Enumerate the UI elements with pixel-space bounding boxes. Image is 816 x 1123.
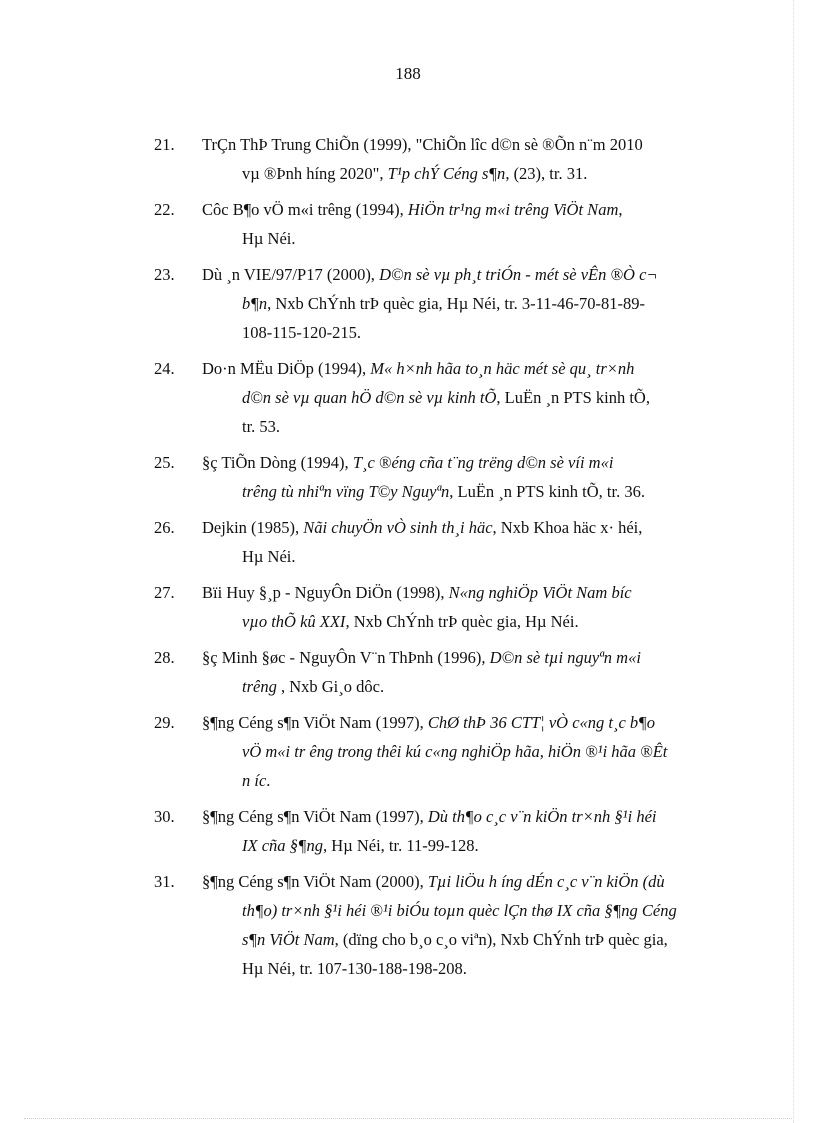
reference-text: , (23), tr. 31. (505, 164, 588, 183)
reference-number: 27. (154, 583, 175, 602)
reference-line (202, 412, 738, 441)
reference-line (202, 318, 738, 347)
reference-title-text: IX cña §¶ng (242, 836, 324, 855)
reference-item (154, 260, 738, 347)
reference-line (202, 607, 738, 636)
reference-title-text: T¸c ®éng cña t¨ng trëng d©n sè víi m«i (352, 453, 614, 472)
reference-line (202, 766, 738, 795)
reference-line (202, 477, 738, 506)
reference-line (202, 383, 738, 412)
reference-line (202, 542, 738, 571)
reference-item (154, 643, 738, 701)
reference-text: . (266, 771, 271, 790)
reference-title-text: T¹p chÝ Céng s¶n (387, 164, 506, 183)
reference-line (202, 448, 738, 477)
reference-text: , Nxb Khoa häc x· héi, (492, 518, 643, 537)
reference-text: §ç TiÕn Dòng (1994), (202, 453, 353, 472)
reference-text: , (dïng cho b¸o c¸o viªn), Nxb ChÝnh trÞ quèc gia, (334, 930, 668, 949)
reference-title-text: HiÖn tr¹ng m«i trêng ViÖt Nam (407, 200, 619, 219)
reference-text: §¶ng Céng s¶n ViÖt Nam (1997), (202, 807, 428, 826)
reference-text: vµ ®Þnh híng 2020", (242, 164, 388, 183)
reference-number: 24. (154, 359, 175, 378)
reference-title-text: N«ng nghiÖp ViÖt Nam bíc (448, 583, 632, 602)
reference-number: 31. (154, 872, 175, 891)
reference-item (154, 448, 738, 506)
reference-title-text: ChØ thÞ 36 CTT¦ vÒ c«ng t¸c b¶o (427, 713, 656, 732)
reference-title-text: s¶n ViÖt Nam (242, 930, 335, 949)
reference-title-text: trêng (242, 677, 281, 696)
reference-title-text: , D©n sè tµi nguyªn m«i (481, 648, 641, 667)
reference-title-text: Tµi liÖu h íng dÉn c¸c v¨n kiÖn (dù (427, 872, 665, 891)
reference-text: Do·n MËu DiÖp (1994), (202, 359, 371, 378)
reference-line (202, 925, 738, 954)
reference-title-text: vÖ m«i tr êng trong thêi kú c«ng nghiÖp hãa, hiÖn ®¹i hãa ®Êt (242, 742, 668, 761)
reference-title-text: Dù th¶o c¸c v¨n kiÖn tr×nh §¹i héi (427, 807, 657, 826)
reference-text: §¶ng Céng s¶n ViÖt Nam (2000), (202, 872, 428, 891)
reference-line (202, 831, 738, 860)
reference-line (202, 896, 738, 925)
reference-title-text: b¶n (242, 294, 268, 313)
reference-number: 28. (154, 648, 175, 667)
reference-line (202, 354, 738, 383)
reference-item (154, 578, 738, 636)
reference-line (202, 130, 738, 159)
page-margin-rule (793, 0, 794, 1123)
reference-text: Hµ Néi, tr. 107-130-188-198-208. (242, 959, 467, 978)
reference-line (202, 159, 738, 188)
reference-text: TrÇn ThÞ Trung ChiÕn (1999), "ChiÕn lîc d©n sè ®Õn n¨m 2010 (202, 135, 643, 154)
reference-text: , (618, 200, 623, 219)
reference-text: , Nxb ChÝnh trÞ quèc gia, Hµ Néi. (345, 612, 579, 631)
reference-title-text: D©n sè vµ ph¸t triÓn - mét sè vÊn ®Ò c¬ (379, 265, 658, 284)
reference-number: 26. (154, 518, 175, 537)
reference-line (202, 578, 738, 607)
reference-text: Hµ Néi. (242, 547, 296, 566)
reference-line (202, 195, 738, 224)
reference-text: §ç Minh §øc - NguyÔn V¨n ThÞnh (1996) (202, 648, 482, 667)
reference-number: 30. (154, 807, 175, 826)
reference-line (202, 224, 738, 253)
reference-title-text: M« h×nh hãa to¸n häc mét sè qu¸ tr×nh (370, 359, 635, 378)
reference-line (202, 672, 738, 701)
reference-title-text: trêng tù nhiªn vïng T©y Nguyªn (242, 482, 450, 501)
reference-line (202, 737, 738, 766)
reference-number: 23. (154, 265, 175, 284)
reference-item (154, 195, 738, 253)
reference-line (202, 954, 738, 983)
reference-item (154, 130, 738, 188)
page-number: 188 (395, 64, 421, 83)
reference-item (154, 867, 738, 983)
reference-number: 29. (154, 713, 175, 732)
reference-text: Hµ Néi. (242, 229, 296, 248)
reference-text: , LuËn ¸n PTS kinh tÕ, tr. 36. (449, 482, 645, 501)
reference-title-text: th¶o) tr×nh §¹i héi ®¹i biÓu toµn quèc lÇn thø IX cña §¶ng Céng (242, 901, 677, 920)
reference-text: , LuËn ¸n PTS kinh tÕ, (496, 388, 650, 407)
reference-item (154, 802, 738, 860)
reference-number: 21. (154, 135, 175, 154)
reference-line (202, 867, 738, 896)
page-bottom-rule (24, 1118, 792, 1119)
reference-number: 22. (154, 200, 175, 219)
reference-line (202, 643, 738, 672)
reference-line (202, 289, 738, 318)
reference-text: , Nxb Gi¸o dôc. (280, 677, 385, 696)
reference-item (154, 708, 738, 795)
reference-text: 108-115-120-215. (242, 323, 361, 342)
reference-title-text: d©n sè vµ quan hÖ d©n sè vµ kinh tÕ (242, 388, 497, 407)
reference-text: , Nxb ChÝnh trÞ quèc gia, Hµ Néi, tr. 3-11-46-70-81-89- (267, 294, 645, 313)
reference-title-text: vµo thÕ kû XXI (242, 612, 346, 631)
reference-text: Dejkin (1985), (202, 518, 304, 537)
reference-text: Bïi Huy §¸p - NguyÔn DiÖn (1998), (202, 583, 449, 602)
reference-line (202, 708, 738, 737)
reference-title-text: n íc (242, 771, 267, 790)
reference-line (202, 260, 738, 289)
reference-item (154, 354, 738, 441)
reference-line (202, 802, 738, 831)
reference-text: §¶ng Céng s¶n ViÖt Nam (1997), (202, 713, 428, 732)
reference-title-text: Nãi chuyÖn vÒ sinh th¸i häc (303, 518, 493, 537)
reference-text: tr. 53. (242, 417, 281, 436)
reference-line (202, 513, 738, 542)
reference-number: 25. (154, 453, 175, 472)
reference-text: Côc B¶o vÖ m«i trêng (1994), (202, 200, 408, 219)
reference-text: Dù ¸n VIE/97/P17 (2000), (202, 265, 380, 284)
reference-list (154, 130, 738, 990)
reference-item (154, 513, 738, 571)
reference-text: , Hµ Néi, tr. 11-99-128. (323, 836, 479, 855)
